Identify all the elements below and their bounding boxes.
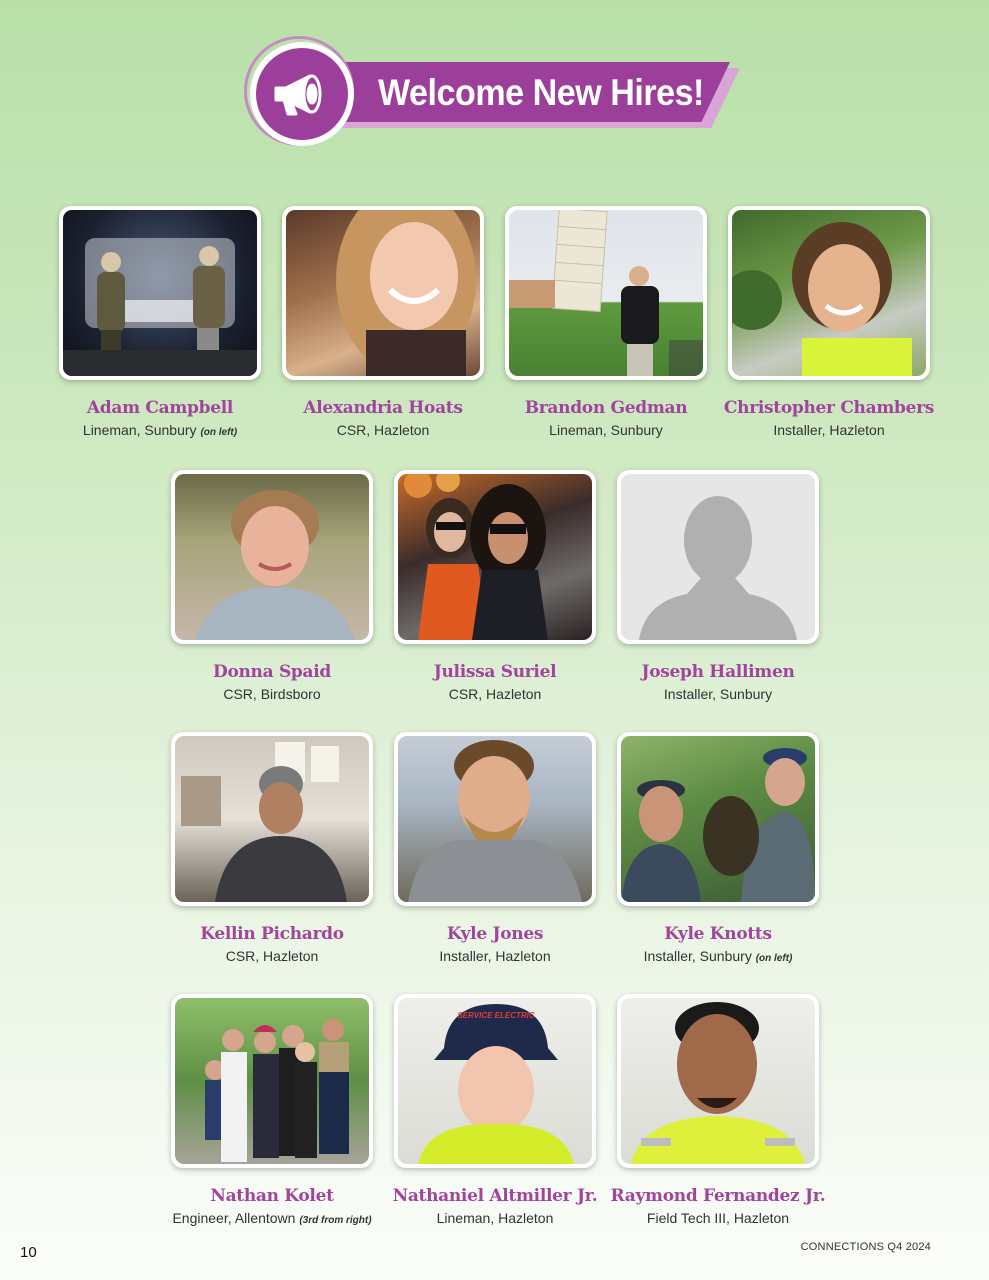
- hire-note: (on left): [200, 427, 238, 438]
- hire-photo: [171, 732, 373, 906]
- photo-raymond-fernandez-jr: [621, 998, 815, 1164]
- page-title: Welcome New Hires!: [378, 72, 704, 113]
- hire-card: [157, 732, 387, 964]
- hire-card: [714, 206, 944, 438]
- photo-alexandria-hoats: [286, 210, 480, 376]
- megaphone-icon: [270, 66, 334, 122]
- person-silhouette-icon: [621, 474, 815, 640]
- photo-julissa-suriel: [398, 474, 592, 640]
- hire-photo: [282, 206, 484, 380]
- hire-role-text: Lineman, Hazleton: [436, 1210, 554, 1226]
- hire-name: Nathaniel Altmiller Jr.: [392, 1186, 598, 1206]
- hire-photo: [394, 732, 596, 906]
- photo-kyle-knotts: [621, 736, 815, 902]
- hire-photo: [505, 206, 707, 380]
- hire-name: Adam Campbell: [86, 398, 234, 418]
- publication-name: CONNECTIONS Q4 2024: [800, 1241, 931, 1253]
- hire-photo: [394, 470, 596, 644]
- hire-card: [157, 470, 387, 702]
- hire-role-text: CSR, Birdsboro: [223, 686, 321, 702]
- hire-note: (3rd from right): [299, 1215, 372, 1226]
- hire-name: Kellin Pichardo: [200, 924, 344, 944]
- hire-role: [603, 686, 833, 702]
- hire-card: [491, 206, 721, 438]
- hire-photo: [394, 994, 596, 1168]
- hire-photo: [171, 470, 373, 644]
- hire-role: [491, 422, 721, 438]
- hire-role-text: Installer, Hazleton: [773, 422, 885, 438]
- hire-role-text: Lineman, Sunbury: [549, 422, 663, 438]
- hire-name: Joseph Hallimen: [641, 662, 795, 682]
- hire-role-text: CSR, Hazleton: [448, 686, 542, 702]
- photo-kellin-pichardo: [175, 736, 369, 902]
- hire-role: [157, 686, 387, 702]
- hire-role-text: Engineer, Allentown: [172, 1210, 296, 1226]
- hire-photo: [59, 206, 261, 380]
- hire-role: [603, 1210, 833, 1226]
- hire-card: [380, 994, 610, 1226]
- hire-name: Julissa Suriel: [433, 662, 557, 682]
- hire-name: Christopher Chambers: [723, 398, 935, 418]
- hire-photo: [171, 994, 373, 1168]
- hire-card: [157, 994, 387, 1226]
- hire-role-text: Installer, Hazleton: [439, 948, 551, 964]
- hire-role-text: Installer, Sunbury: [663, 686, 773, 702]
- photo-christopher-chambers: [732, 210, 926, 376]
- hire-name: Kyle Jones: [446, 924, 544, 944]
- hire-role-text: Lineman, Sunbury: [82, 422, 197, 438]
- hire-role: [380, 686, 610, 702]
- welcome-banner: [240, 36, 760, 156]
- hire-role: [157, 1210, 387, 1226]
- hire-role-text: Installer, Sunbury: [643, 948, 752, 964]
- badge: [250, 42, 354, 146]
- photo-nathan-kolet: [175, 998, 369, 1164]
- hire-role: [45, 422, 275, 438]
- hire-role: [268, 422, 498, 438]
- hire-name: Kyle Knotts: [664, 924, 772, 944]
- hire-role: [603, 948, 833, 964]
- cap-logo-text: SERVICE ELECTRIC: [457, 1011, 535, 1020]
- page-number: 10: [20, 1244, 37, 1261]
- hire-name: Raymond Fernandez Jr.: [610, 1186, 826, 1206]
- hire-photo: [728, 206, 930, 380]
- hire-photo: [617, 732, 819, 906]
- hire-note: (on left): [755, 953, 793, 964]
- hire-role-text: CSR, Hazleton: [225, 948, 319, 964]
- hire-card: [268, 206, 498, 438]
- hire-photo: [617, 994, 819, 1168]
- photo-brandon-gedman: [509, 210, 703, 376]
- hire-role-text: CSR, Hazleton: [336, 422, 430, 438]
- hire-card: [380, 470, 610, 702]
- photo-placeholder: [621, 474, 815, 640]
- hire-name: Alexandria Hoats: [303, 398, 463, 418]
- hire-name: Nathan Kolet: [210, 1186, 334, 1206]
- hire-name: Brandon Gedman: [524, 398, 688, 418]
- hire-role: [714, 422, 944, 438]
- hire-name: Donna Spaid: [213, 662, 331, 682]
- hire-role: [380, 1210, 610, 1226]
- hire-card: [603, 470, 833, 702]
- megaphone-badge: [256, 48, 348, 140]
- photo-donna-spaid: [175, 474, 369, 640]
- hire-card: [45, 206, 275, 438]
- photo-nathaniel-altmiller-jr: [398, 998, 592, 1164]
- photo-adam-campbell: [63, 210, 257, 376]
- hire-card: [603, 732, 833, 964]
- hire-card: [380, 732, 610, 964]
- hire-role: [157, 948, 387, 964]
- hire-card: [603, 994, 833, 1226]
- hire-role: [380, 948, 610, 964]
- hire-photo: [617, 470, 819, 644]
- hire-role-text: Field Tech III, Hazleton: [646, 1210, 790, 1226]
- photo-kyle-jones: [398, 736, 592, 902]
